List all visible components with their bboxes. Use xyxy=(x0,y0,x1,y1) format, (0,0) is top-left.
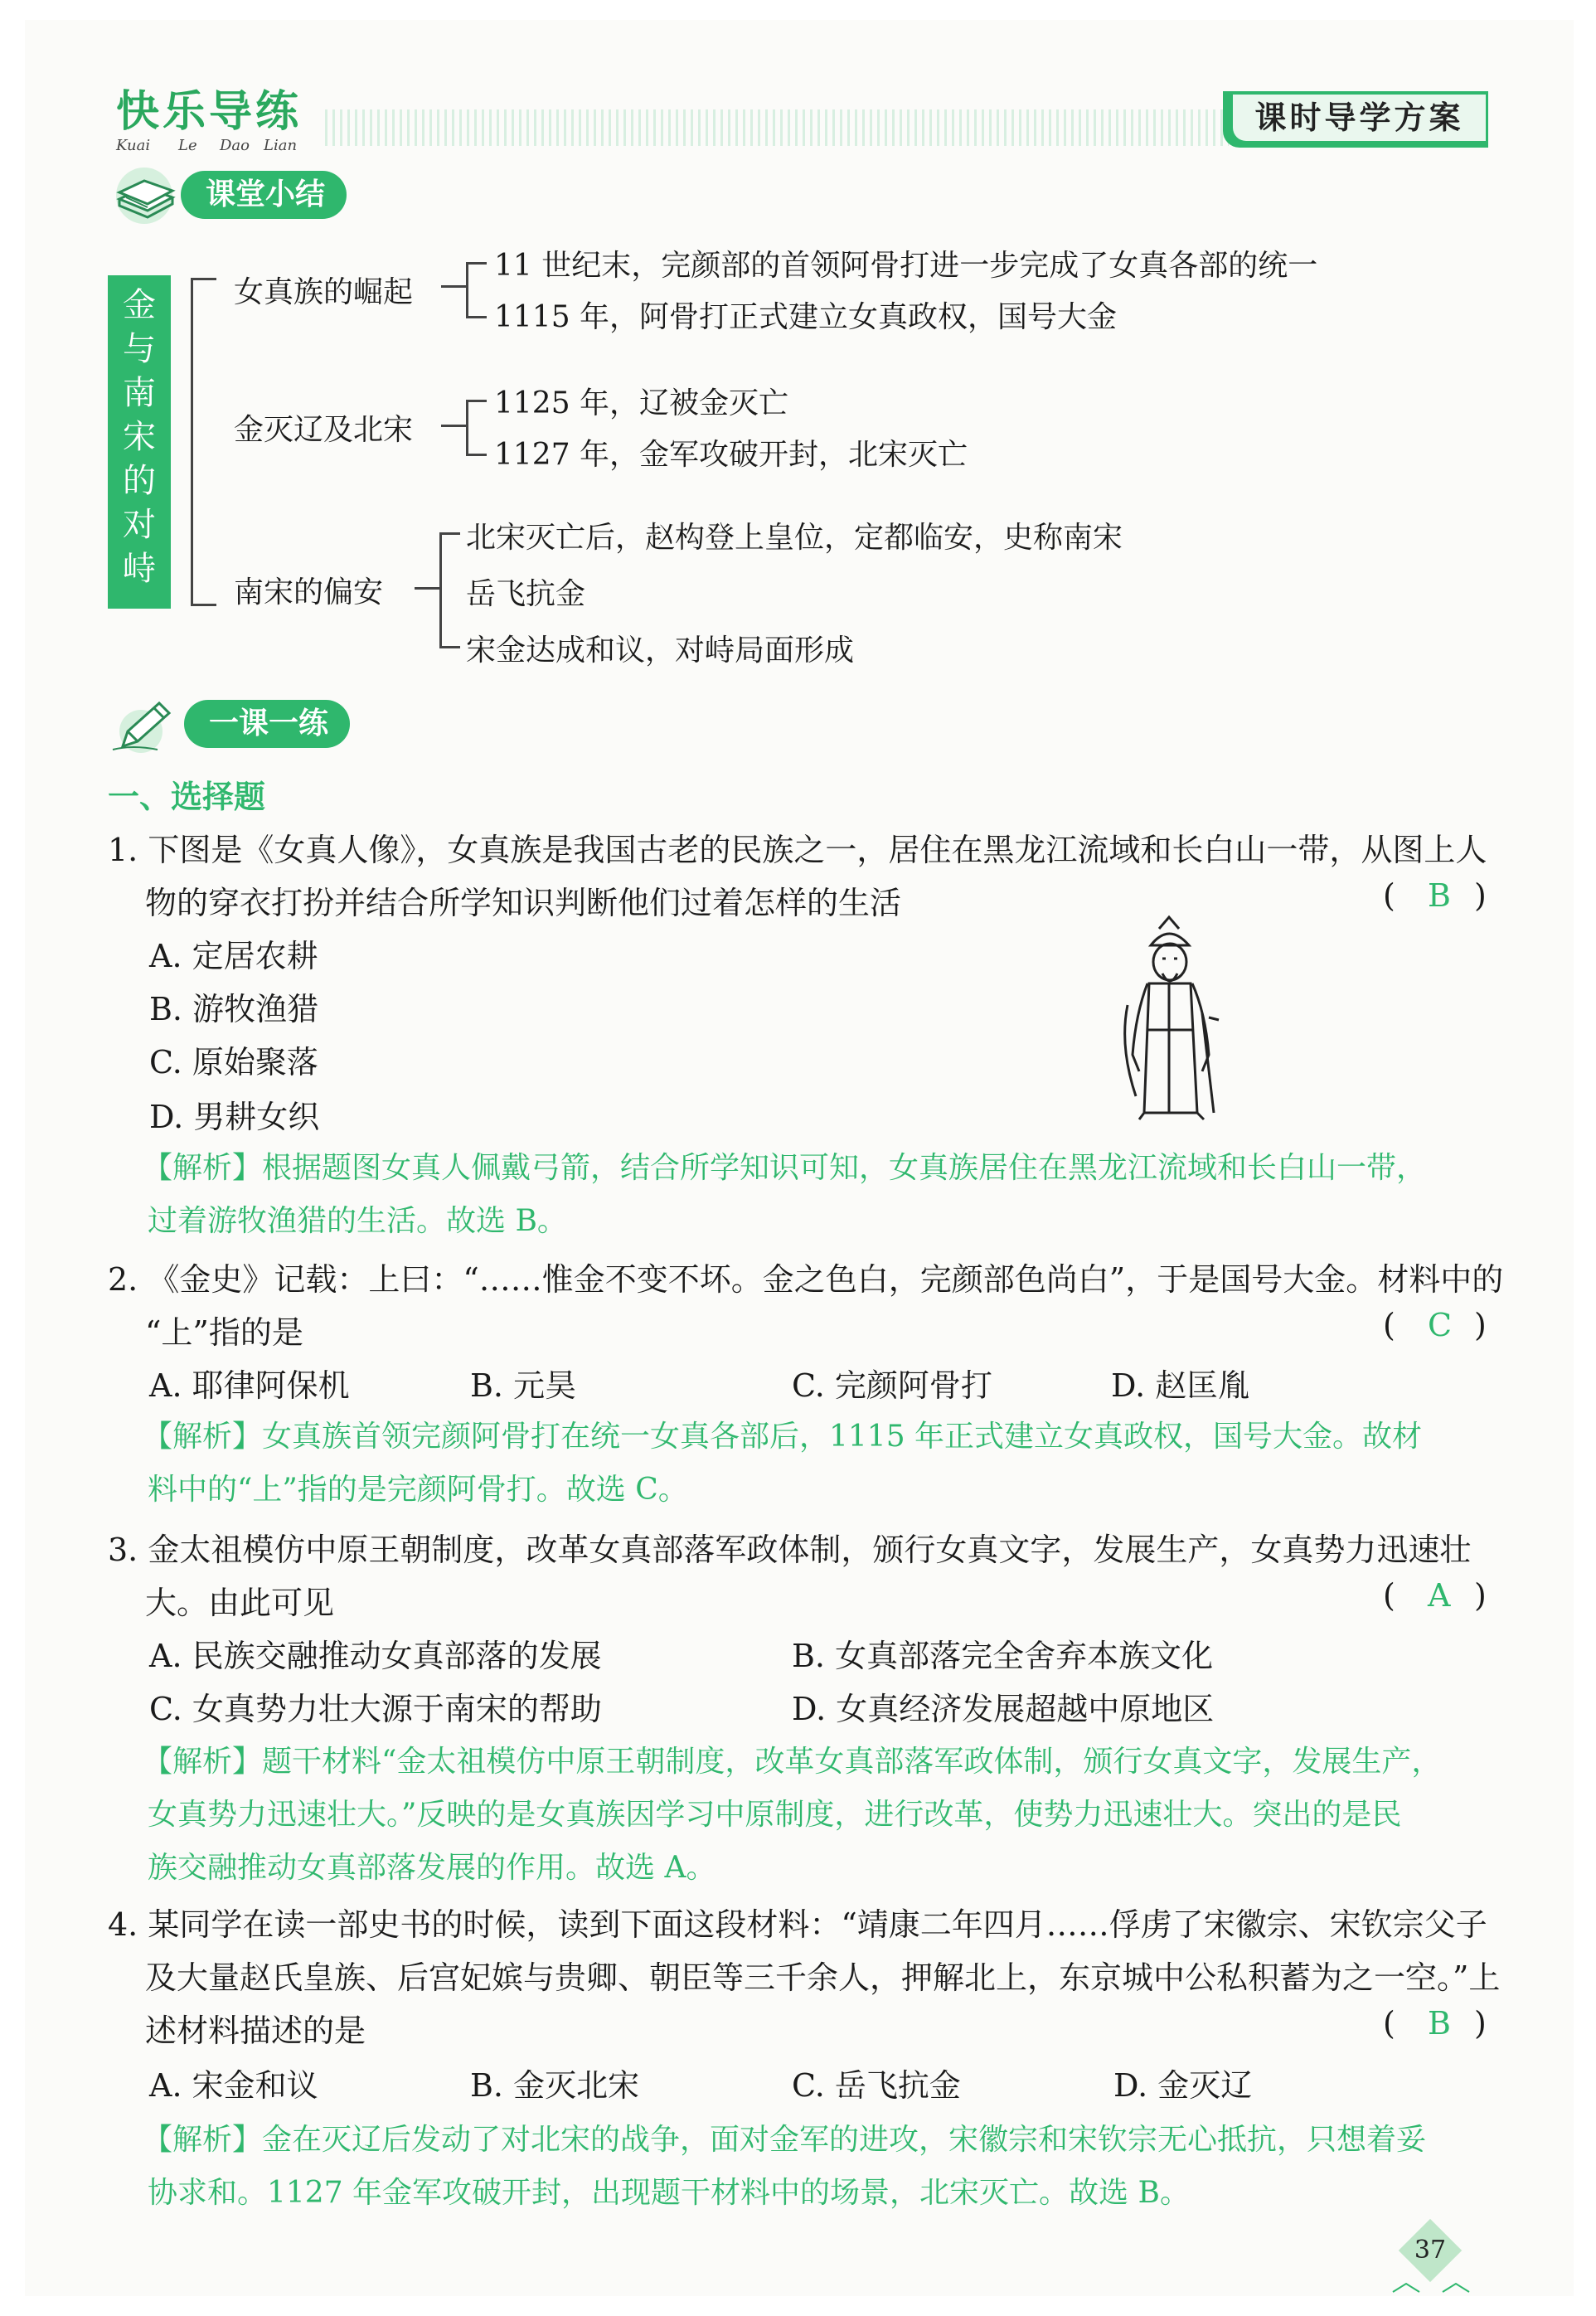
section-title-summary: 课堂小结 xyxy=(181,171,347,219)
sub-bracket xyxy=(466,400,487,456)
subsection-title: 一、选择题 xyxy=(108,779,266,815)
summary-bracket xyxy=(191,278,216,606)
analysis-line: 族交融推动女真部落发展的作用。故选 A。 xyxy=(148,1851,716,1885)
branch-label-3: 南宋的偏安 xyxy=(234,575,384,609)
logo: 快乐导练 xyxy=(116,87,303,137)
option: B. 金灭北宋 xyxy=(470,2067,640,2104)
option: D. 男耕女织 xyxy=(149,1099,320,1135)
answer-paren: ( xyxy=(1383,2005,1395,2042)
option: B. 女真部落完全舍弃本族文化 xyxy=(792,1638,1214,1674)
answer: A xyxy=(1428,1577,1451,1614)
analysis-line: 【解析】女真族首领完颜阿骨打在统一女真各部后，1115 年正式建立女真政权，国号大金。故材 xyxy=(143,1420,1423,1454)
section-title-practice: 一课一练 xyxy=(184,700,350,748)
jurchen-portrait-illustration xyxy=(1111,914,1235,1121)
branch-connector xyxy=(415,587,439,590)
option: A. 宋金和议 xyxy=(149,2067,318,2104)
option: B. 元昊 xyxy=(470,1367,577,1404)
header-tab-title: 课时导学方案 xyxy=(1233,95,1486,141)
question-line: 3. 金太祖模仿中原王朝制度，改革女真部落军政体制，颁行女真文字，发展生产，女真势力迅速壮 xyxy=(108,1532,1472,1568)
option: D. 赵匡胤 xyxy=(1111,1367,1250,1404)
chevron-decoration-icon xyxy=(1390,2279,1472,2295)
analysis-line: 女真势力迅速壮大。”反映的是女真族因学习中原制度，进行改革，使势力迅速壮大。突出的是民 xyxy=(148,1798,1402,1832)
option: A. 定居农耕 xyxy=(149,938,318,974)
analysis-line: 协求和。1127 年金军攻破开封，出现题干材料中的场景，北宋灭亡。故选 B。 xyxy=(148,2176,1190,2210)
branch-label-2: 金灭辽及北宋 xyxy=(234,413,414,447)
analysis-line: 【解析】金在灭辽后发动了对北宋的战争，面对金军的进攻，宋徽宗和宋钦宗无心抵抗，只想着妥 xyxy=(143,2123,1427,2157)
option: C. 岳飞抗金 xyxy=(792,2067,961,2104)
answer: B xyxy=(1428,2005,1451,2042)
question-line: 物的穿衣打扮并结合所学知识判断他们过着怎样的生活 xyxy=(145,885,902,921)
question-line: 述材料描述的是 xyxy=(145,2013,366,2049)
page-number: 37 xyxy=(1414,2236,1447,2265)
question-line: 4. 某同学在读一部史书的时候，读到下面这段材料：“靖康二年四月……俘虏了宋徽宗、宋钦宗父子 xyxy=(108,1906,1487,1943)
option: A. 耶律阿保机 xyxy=(149,1367,350,1404)
answer-paren: ( xyxy=(1383,1577,1395,1614)
answer-paren: ) xyxy=(1474,877,1487,914)
answer-paren: ( xyxy=(1383,1307,1395,1343)
option: C. 女真势力壮大源于南宋的帮助 xyxy=(149,1691,602,1727)
answer-paren: ) xyxy=(1474,1577,1487,1614)
branch-point: 1115 年，阿骨打正式建立女真政权，国号大金 xyxy=(494,300,1118,334)
branch-point: 岳飞抗金 xyxy=(466,577,586,611)
answer-paren: ) xyxy=(1474,2005,1487,2042)
summary-topic-text: 金与南宋的对峙 xyxy=(123,286,156,588)
question-line: 大。由此可见 xyxy=(145,1585,335,1621)
option: B. 游牧渔猎 xyxy=(149,991,319,1027)
branch-connector xyxy=(441,425,466,427)
summary-topic xyxy=(108,275,171,609)
answer: B xyxy=(1428,877,1451,914)
sub-bracket xyxy=(439,532,460,648)
branch-label-1: 女真族的崛起 xyxy=(234,275,414,309)
option: D. 金灭辽 xyxy=(1113,2067,1253,2104)
answer-paren: ) xyxy=(1474,1307,1487,1343)
option: C. 原始聚落 xyxy=(149,1044,318,1080)
analysis-line: 料中的“上”指的是完颜阿骨打。故选 C。 xyxy=(148,1473,688,1507)
branch-point: 11 世纪末，完颜部的首领阿骨打进一步完成了女真各部的统一 xyxy=(494,249,1318,283)
answer: C xyxy=(1428,1307,1453,1343)
books-icon xyxy=(108,166,182,226)
answer-paren: ( xyxy=(1383,877,1395,914)
branch-point: 宋金达成和议，对峙局面形成 xyxy=(466,634,855,668)
branch-point: 1127 年，金军攻破开封，北宋灭亡 xyxy=(494,438,968,472)
branch-point: 北宋灭亡后，赵构登上皇位，定都临安，史称南宋 xyxy=(466,521,1123,555)
header-stripe xyxy=(325,109,1229,146)
question-line: 及大量赵氏皇族、后宫妃嫔与贵卿、朝臣等三千余人，押解北上，东京城中公私积蓄为之一空。”上 xyxy=(145,1959,1501,1996)
analysis-line: 过着游牧渔猎的生活。故选 B。 xyxy=(148,1204,567,1238)
analysis-line: 【解析】题干材料“金太祖模仿中原王朝制度，改革女真部落军政体制，颁行女真文字，发展生产， xyxy=(143,1745,1442,1779)
pencil-icon xyxy=(108,695,182,755)
question-line: “上”指的是 xyxy=(145,1314,303,1351)
option: D. 女真经济发展超越中原地区 xyxy=(792,1691,1215,1727)
sub-bracket xyxy=(466,262,487,318)
analysis-line: 【解析】根据题图女真人佩戴弓箭，结合所学知识可知，女真族居住在黑龙江流域和长白山一带， xyxy=(143,1151,1427,1185)
branch-point: 1125 年，辽被金灭亡 xyxy=(494,386,789,420)
option: A. 民族交融推动女真部落的发展 xyxy=(149,1638,602,1674)
question-line: 2. 《金史》记载：上曰：“……惟金不变不坏。金之色白，完颜部色尚白”，于是国号大金。材料中的 xyxy=(108,1261,1504,1298)
question-line: 1. 下图是《女真人像》，女真族是我国古老的民族之一，居住在黑龙江流域和长白山一带，从图上人 xyxy=(108,832,1487,868)
option: C. 完颜阿骨打 xyxy=(792,1367,992,1404)
branch-connector xyxy=(441,285,466,288)
